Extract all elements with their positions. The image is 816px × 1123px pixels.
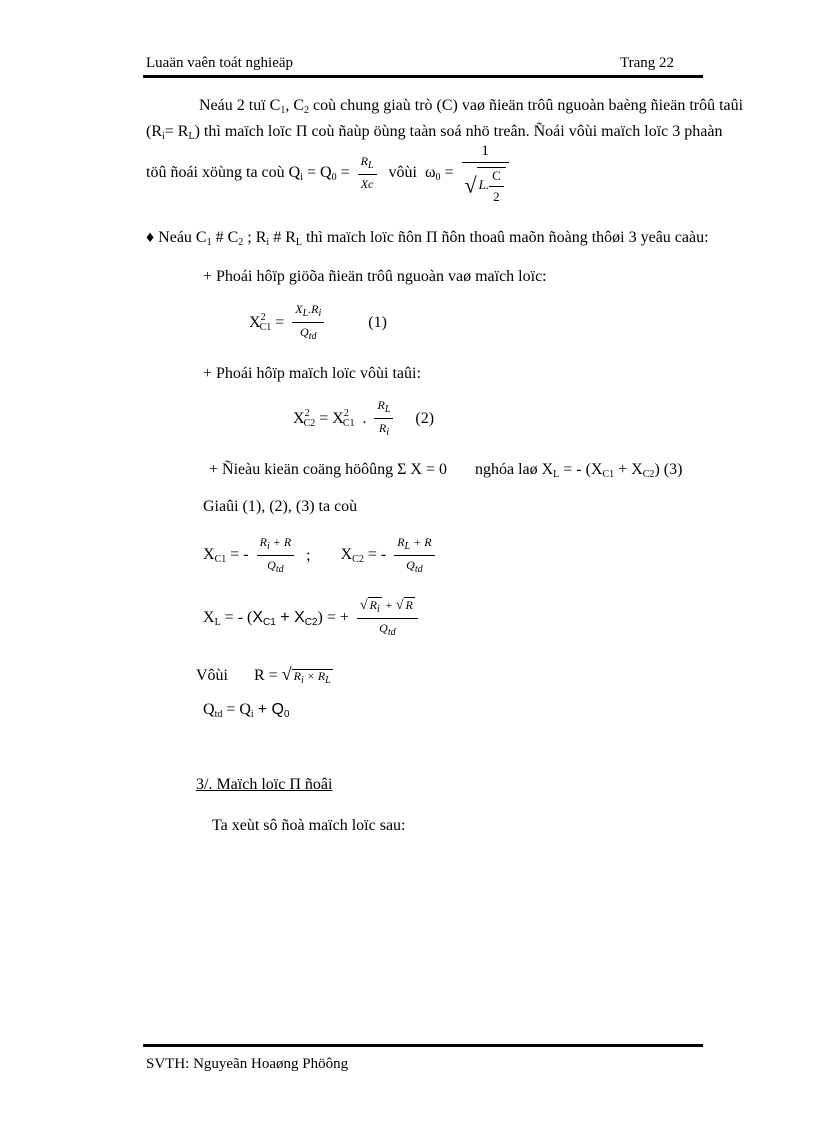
condition-3: + Ñieàu kieän coäng höôûng Σ X = 0 nghóa laø $X_L$ = - $(X_{C1} + X_{C2})$ (3) — [209, 461, 683, 480]
diamond-bullet-icon: ♦ — [146, 229, 155, 246]
para1-line1: Neáu 2 tuï $C_1$, $C_2$ coù chung giaù trò (C) vaø ñieän trôû nguoàn baèng ñieän trôû taûi — [199, 97, 744, 116]
solve-text: Giaûi (1), (2), (3) ta coù — [203, 498, 358, 515]
equation-7: $Q_{td} = Q_i + Q_0$ — [203, 701, 290, 720]
equation-2: $X^2_{C2} = X^2_{C1}$ . $\frac{R_L}{R_i}$ (2) — [293, 398, 435, 438]
fraction-eq1: $\frac{X_L.R_i}{Q_{td}}$ — [292, 302, 324, 343]
fraction-xc1: $\frac{R_i + R}{Q_{td}}$ — [257, 535, 295, 576]
equation-2-tag: (2) — [415, 409, 435, 427]
header-rule — [143, 75, 703, 78]
bullet-condition: ♦ Neáu $C_1$ # $C_2$ ; $R_i$ # $R_L$ thì maïch loïc ñôn Π ñôn thoaû maõn ñoàng thôøi 3 yeâu caàu: — [146, 229, 709, 248]
fraction-omega0: 1 √ L. $\frac{C}{2}$ — [462, 142, 509, 204]
equation-4: $X_{C1}$ = - $\frac{R_i + R}{Q_{td}}$ ; $X_{C2}$ = - $\frac{R_L + R}{Q_{td}}$ — [203, 535, 439, 576]
footer-author: SVTH: Nguyeãn Hoaøng Phöông — [146, 1056, 349, 1072]
page-number: Trang 22 — [620, 55, 675, 71]
equation-6: Vôùi R = √ $R_i \times R_L$ — [196, 664, 331, 686]
equation-1: $X^2_{C1}$ = $\frac{X_L.R_i}{Q_{td}}$ (1) — [249, 302, 387, 342]
condition-1: + Phoái hôïp giöõa ñieän trôû nguoàn vaø maïch loïc: — [203, 268, 547, 285]
section-title: 3/. Maïch loïc Π ñoâi — [196, 776, 333, 793]
condition-2: + Phoái hôïp maïch loïc vôùi taûi: — [203, 365, 421, 382]
equation-1-tag: (1) — [368, 313, 387, 331]
fraction-rl-xc: $\frac{R_L}{Xc}$ — [358, 154, 377, 191]
header-title: Luaän vaên toát nghieäp — [146, 55, 294, 71]
fraction-eq2: $\frac{R_L}{R_i}$ — [374, 398, 393, 439]
fraction-xc2: $\frac{R_L + R}{Q_{td}}$ — [394, 535, 434, 576]
para1-line3: töû ñoái xöùng ta coù $Q_i = Q_0$ = $\frac{R_L}{Xc}$ vôùi $\omega_0$ = 1 √ L. $\frac{C}{2}$ — [146, 142, 513, 204]
equation-5: $X_L$ = - $(X_{C1} + X_{C2})$ = + $\frac{√ R_i + √ R}{Q_{td}}$ — [203, 597, 422, 639]
footer-rule — [143, 1044, 703, 1047]
fraction-xl: $\frac{√ R_i + √ R}{Q_{td}}$ — [357, 597, 418, 639]
last-line: Ta xeùt sô ñoà maïch loïc sau: — [212, 817, 406, 834]
para1-line2: $(R_i= R_L)$ thì maïch loïc Π coù ñaùp öùng taàn soá nhö treân. Ñoái vôùi maïch loïc 3 phaàn — [146, 123, 723, 142]
